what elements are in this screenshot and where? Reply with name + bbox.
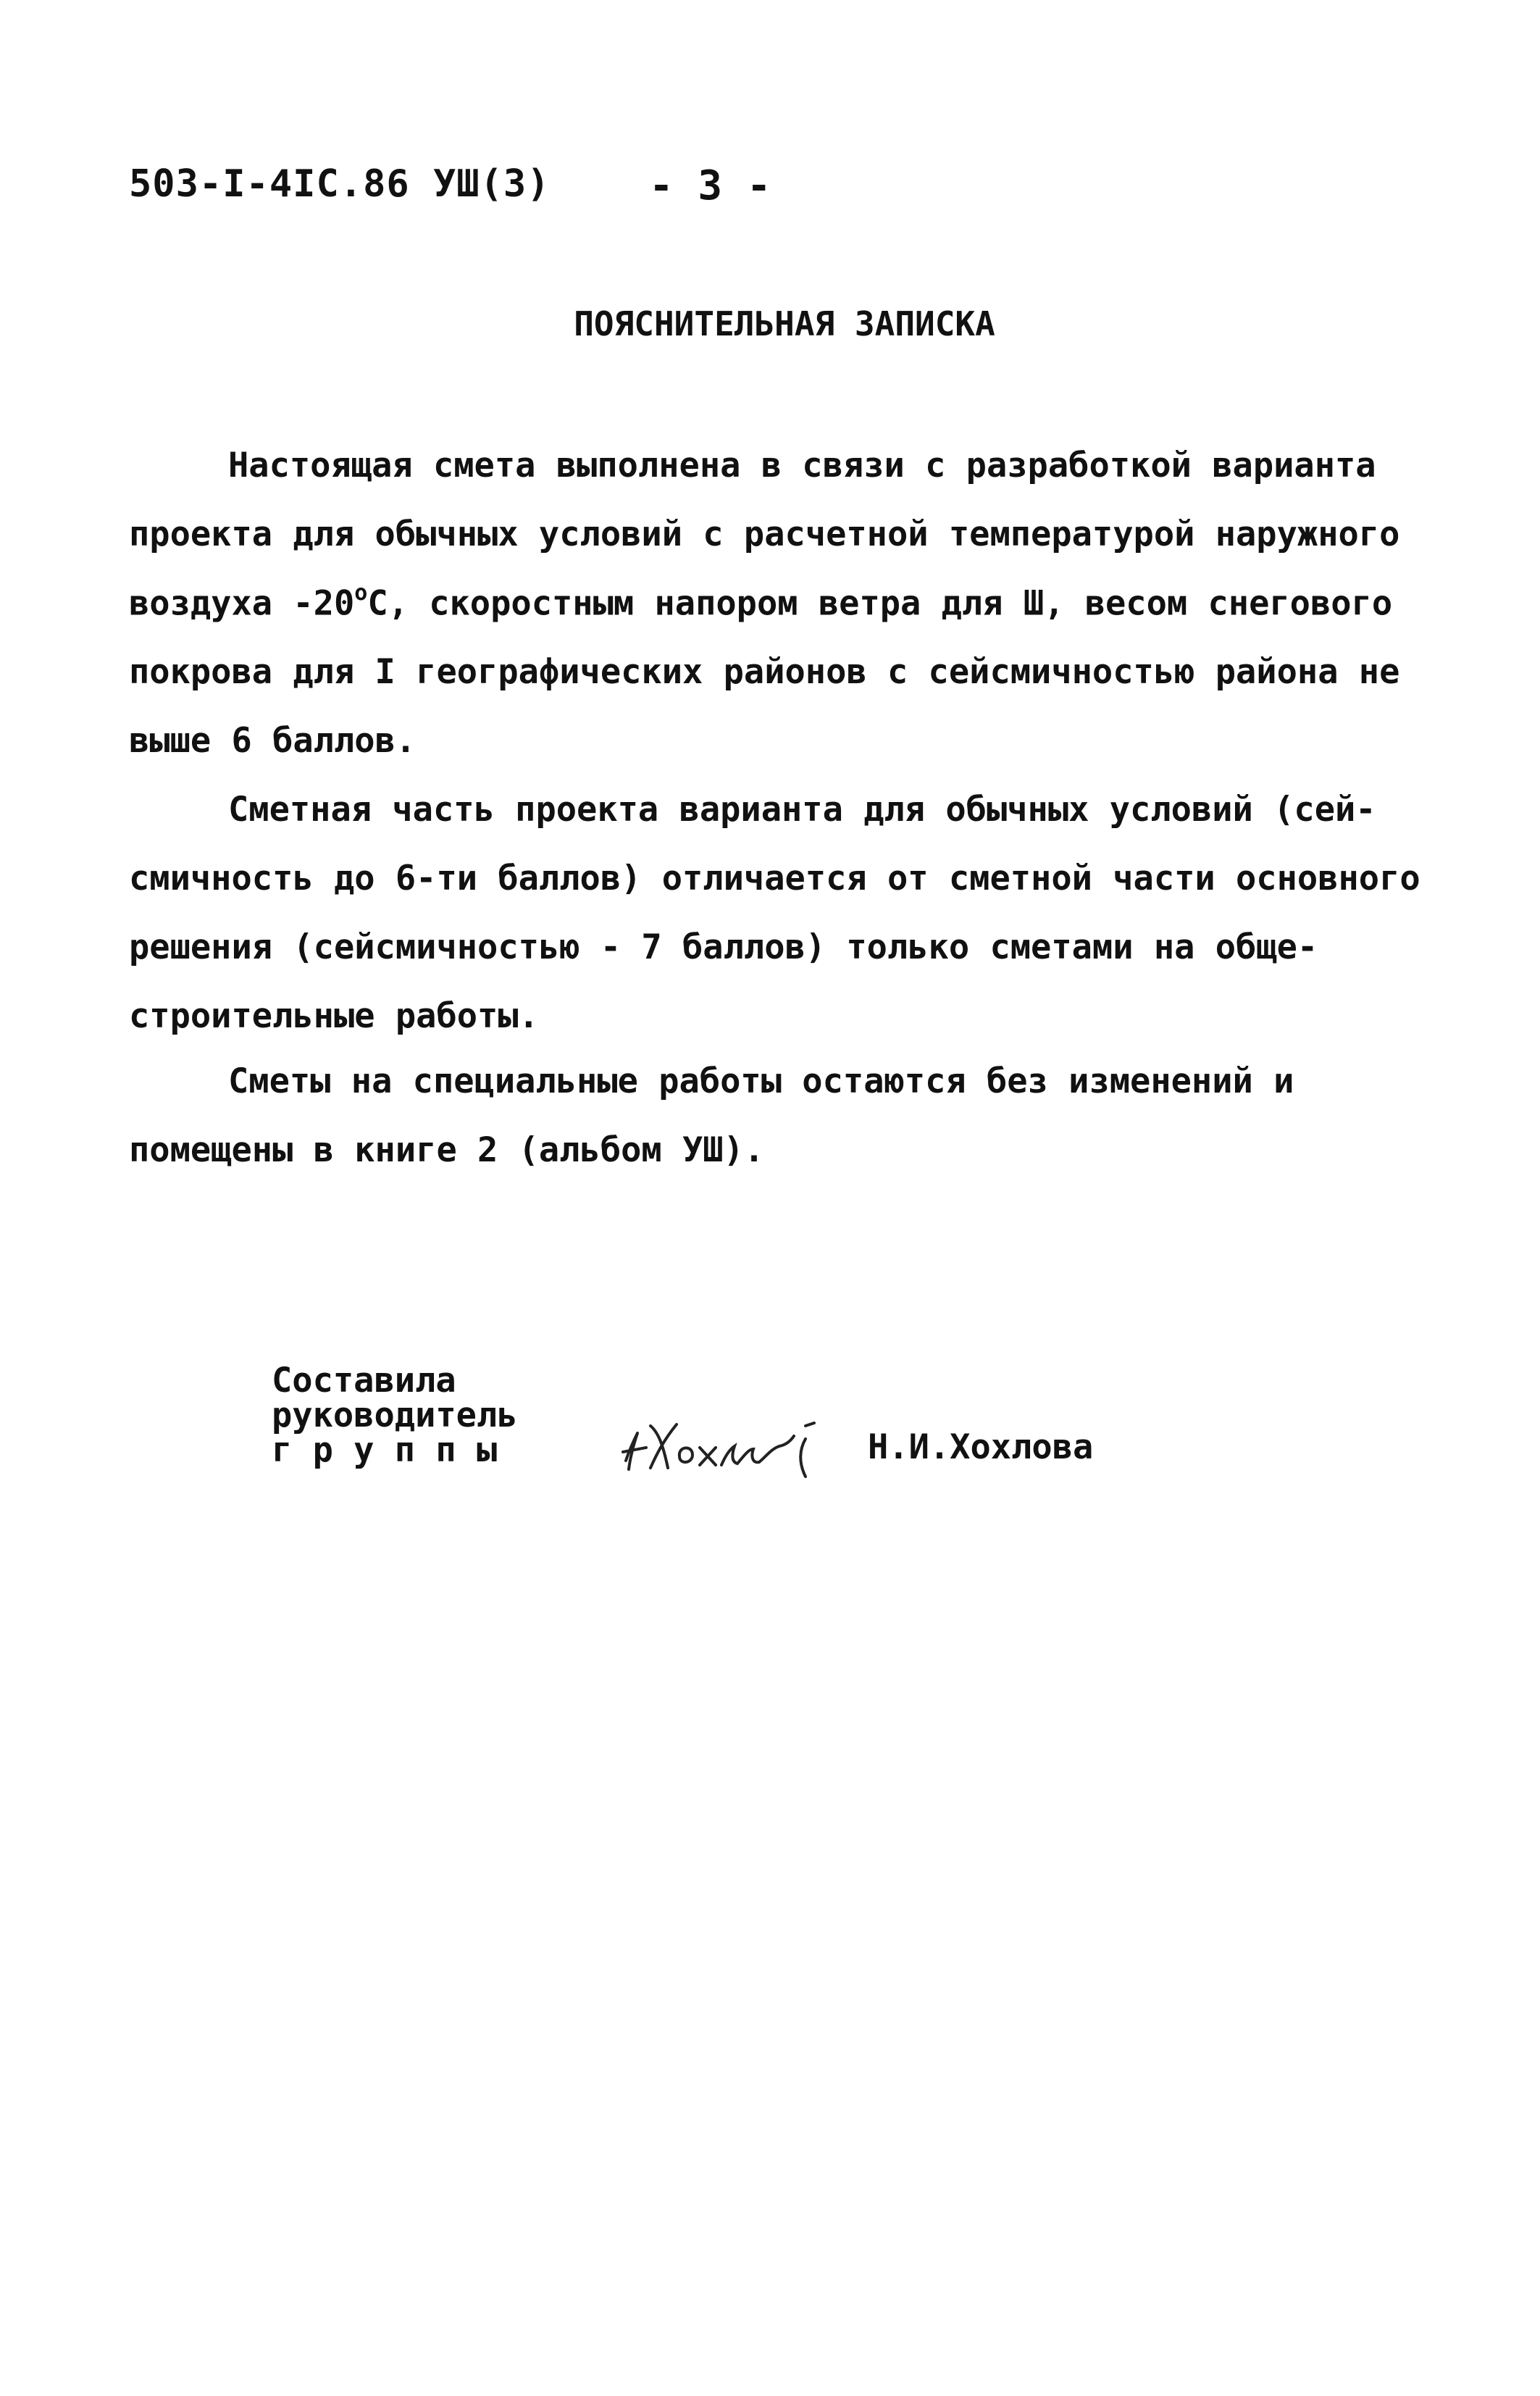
paragraph-1-line-3-part-b: C, скоростным напором ветра для Ш, весом снегового [367, 583, 1393, 624]
paragraph-1-line-5: выше 6 баллов. [129, 721, 417, 761]
signature-label-composed: Составила [272, 1361, 456, 1401]
paragraph-3-line-1: Сметы на специальные работы остаются без изменений и [228, 1061, 1294, 1101]
page-title: ПОЯСНИТЕЛЬНАЯ ЗАПИСКА [574, 304, 995, 343]
paragraph-2-line-4: строительные работы. [129, 996, 539, 1036]
paragraph-1-line-1: Настоящая смета выполнена в связи с разработкой варианта [228, 446, 1376, 485]
signatory-name: Н.И.Хохлова [868, 1427, 1094, 1467]
paragraph-1-line-2: проекта для обычных условий с расчетной температурой наружного [129, 514, 1400, 554]
paragraph-2-line-1: Сметная часть проекта варианта для обычных условий (сей- [228, 790, 1376, 830]
degree-sign: o [354, 580, 368, 606]
handwritten-signature [616, 1404, 833, 1484]
paragraph-1-line-3 [129, 580, 1393, 624]
paragraph-2-line-2: смичность до 6-ти баллов) отличается от сметной части основного [129, 859, 1420, 898]
page-number: - 3 - [649, 162, 771, 209]
signature-label-group: г р у п п ы [272, 1430, 498, 1470]
doc-code: 503-I-4IС.86 УШ(3) [129, 162, 551, 206]
paragraph-2-line-3: решения (сейсмичностью - 7 баллов) только сметами на обще- [129, 927, 1318, 967]
paragraph-1-line-4: покрова для I географических районов с сейсмичностью района не [129, 652, 1400, 692]
paragraph-3-line-2: помещены в книге 2 (альбом УШ). [129, 1130, 765, 1170]
signature-label-role: руководитель [272, 1395, 518, 1435]
paragraph-1-line-3-part-a: воздуха -20 [129, 583, 355, 624]
